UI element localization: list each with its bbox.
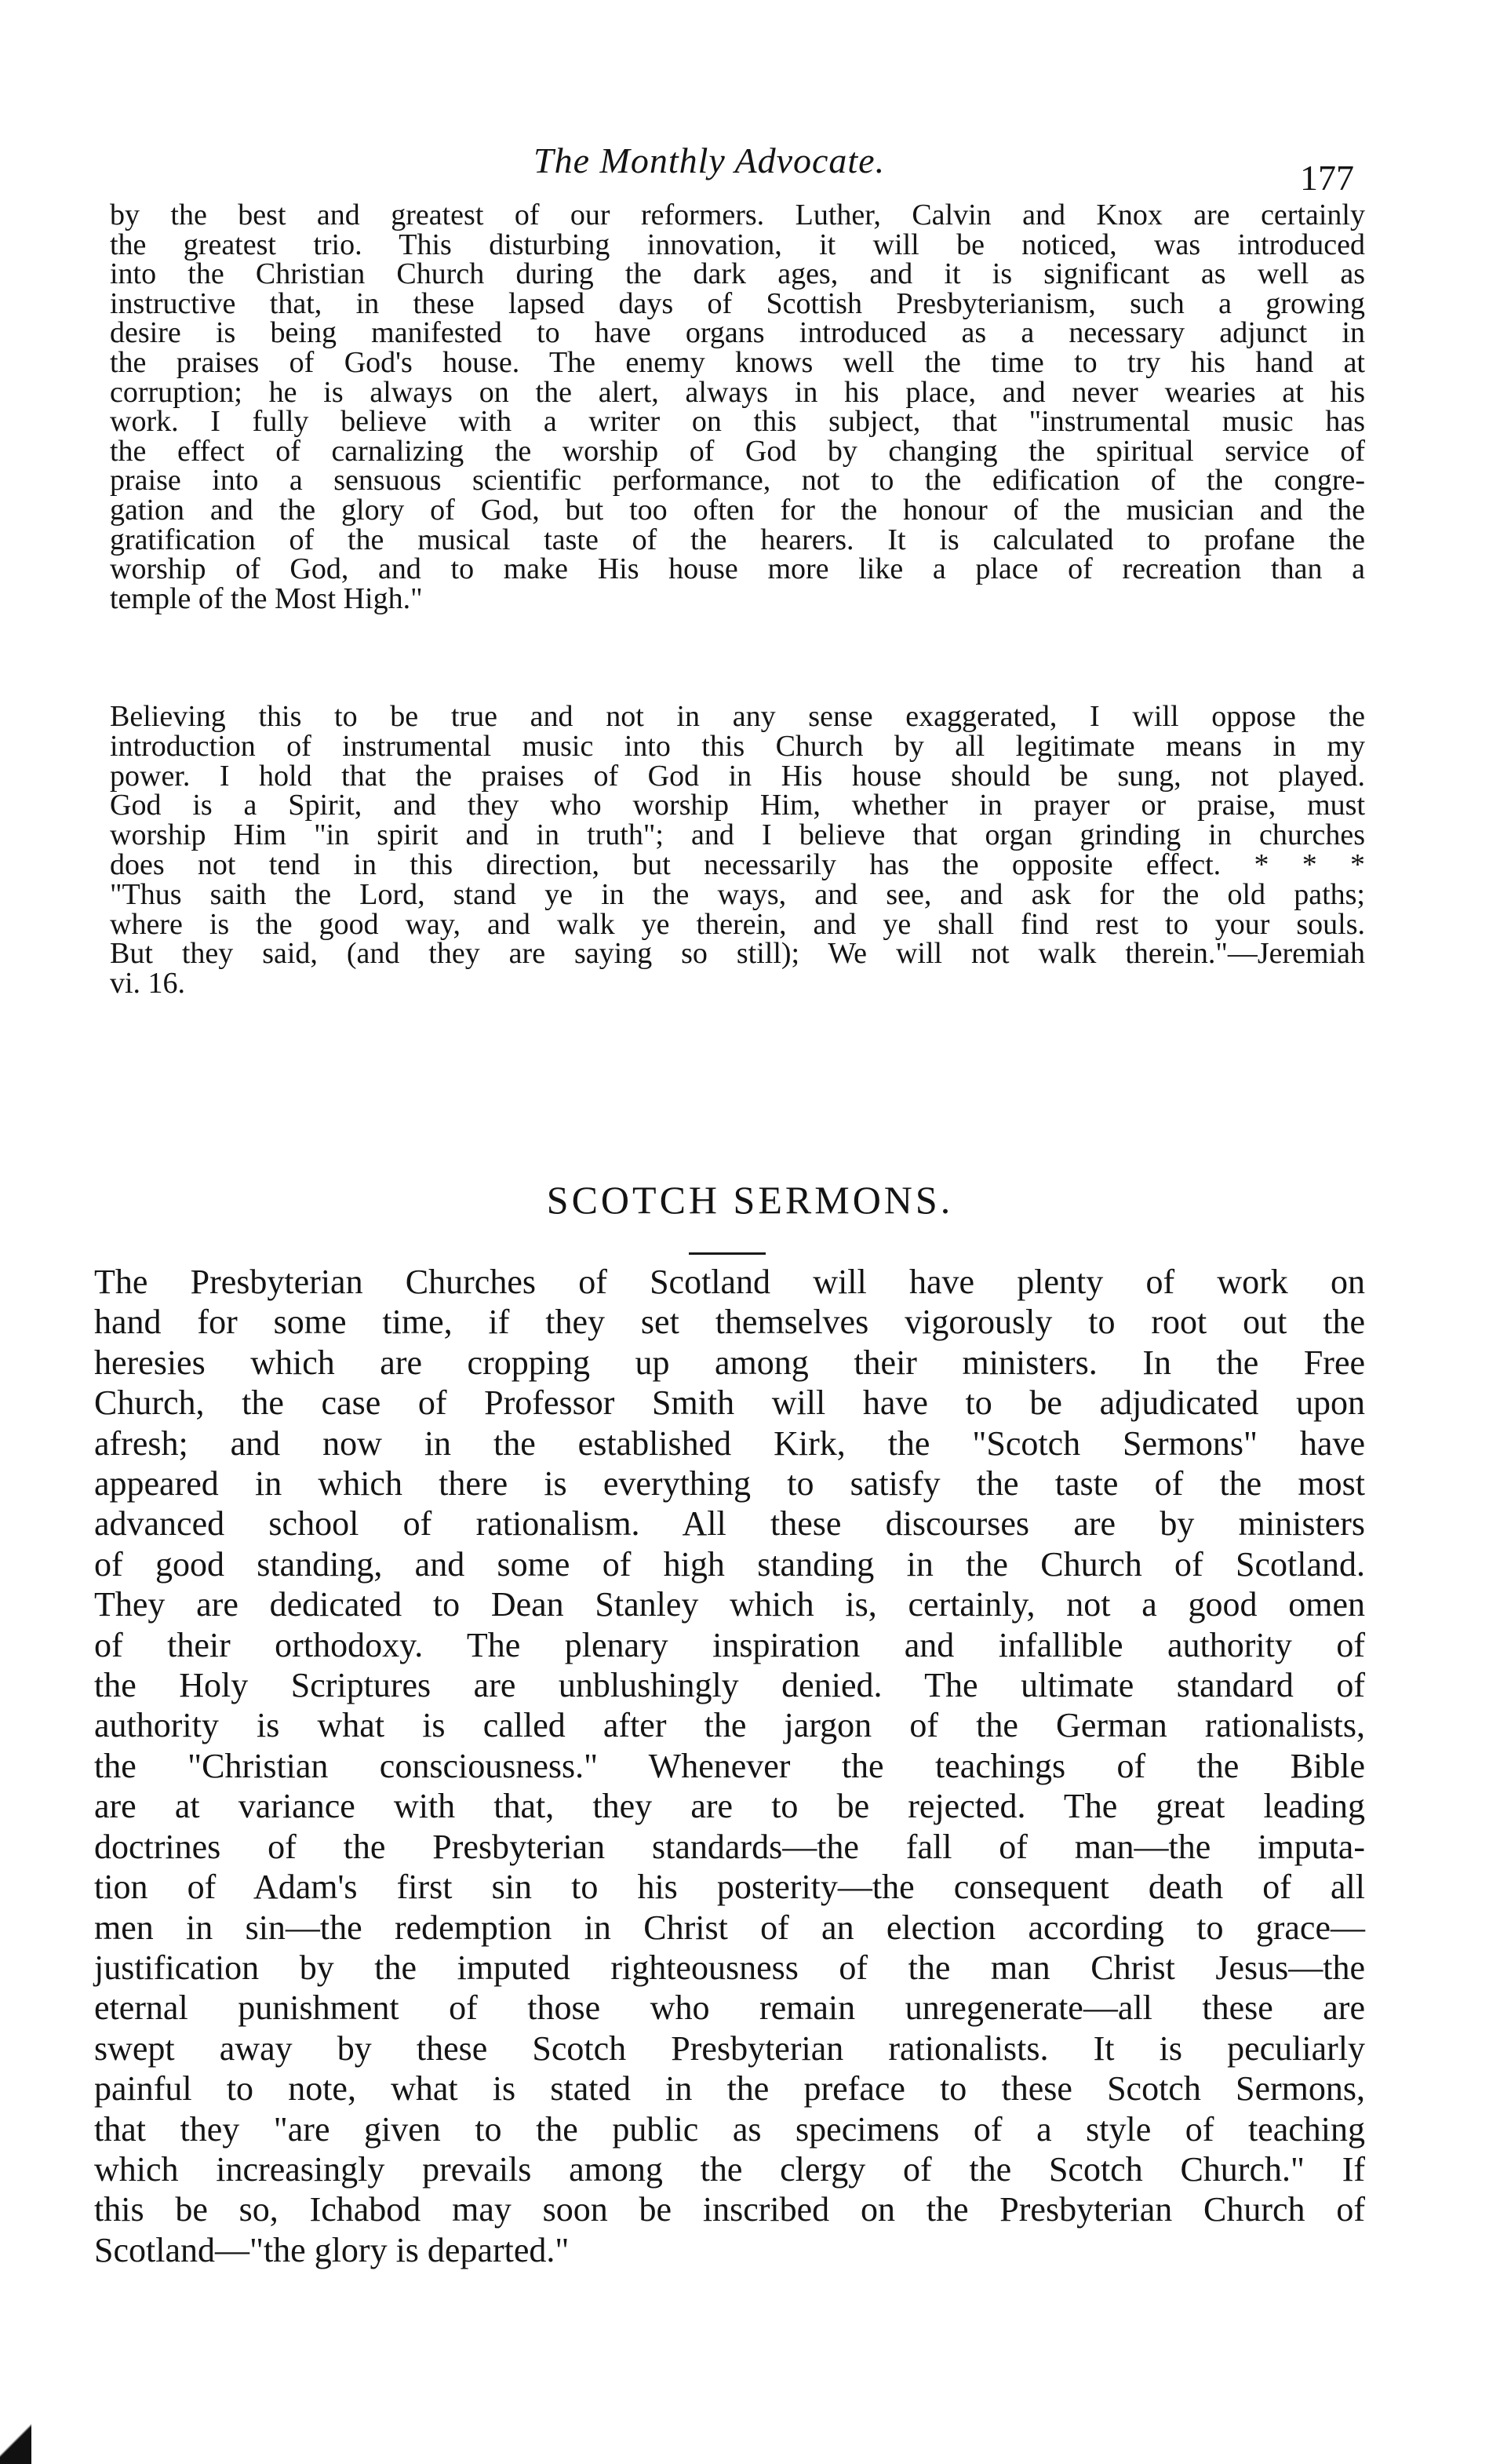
text-line: work. I fully believe with a writer on this subject, that "instrumental music has xyxy=(110,405,1365,439)
text-line: eternal punishment of those who remain unregenerate—all these are xyxy=(94,1988,1365,2028)
text-line: the praises of God's house. The enemy knows well the time to try his hand at xyxy=(110,345,1365,379)
text-line: The Presbyterian Churches of Scotland will have plenty of work on xyxy=(94,1263,1365,1301)
text-line: God is a Spirit, and they who worship Him, whether in prayer or praise, must xyxy=(110,789,1365,822)
text-line: into the Christian Church during the dark ages, and it is significant as well as xyxy=(110,257,1365,291)
article-paragraph-believing xyxy=(110,702,1365,999)
article-paragraph-scotch-sermons xyxy=(94,1262,1365,2270)
running-head-title: The Monthly Advocate. xyxy=(533,140,886,180)
text-line: that they "are given to the public as specimens of a style of teaching xyxy=(94,2109,1365,2149)
text-line: authority is what is called after the jargon of the German rationalists, xyxy=(94,1706,1365,1745)
text-line: by the best and greatest of our reformers. Luther, Calvin and Knox are certainly xyxy=(110,199,1365,231)
page-corner-mark xyxy=(0,2417,31,2464)
text-line: painful to note, what is stated in the preface to these Scotch Sermons, xyxy=(94,2069,1365,2109)
text-line: appeared in which there is everything to satisfy the taste of the most xyxy=(94,1464,1365,1504)
text-line: Believing this to be true and not in any sense exaggerated, I will oppose the xyxy=(110,700,1365,733)
text-line: afresh; and now in the established Kirk, the "Scotch Sermons" have xyxy=(94,1423,1365,1463)
text-line: worship of God, and to make His house more like a place of recreation than a xyxy=(110,552,1365,586)
text-line: the effect of carnalizing the worship of God by changing the spiritual service of xyxy=(110,434,1365,468)
text-line: swept away by these Scotch Presbyterian rationalists. It is peculiarly xyxy=(94,2028,1365,2068)
text-line: "Thus saith the Lord, stand ye in the ways, and see, and ask for the old paths; xyxy=(110,877,1365,911)
text-line: the greatest trio. This disturbing innovation, it will be noticed, was introduced xyxy=(110,228,1365,261)
text-line: worship Him "in spirit and in truth"; and I believe that organ grinding in churches xyxy=(110,818,1365,852)
text-line: this be so, Ichabod may soon be inscribed on the Presbyterian Church of xyxy=(94,2190,1365,2229)
text-line: men in sin—the redemption in Christ of an election according to grace— xyxy=(94,1908,1365,1947)
text-line: are at variance with that, they are to be rejected. The great leading xyxy=(94,1787,1365,1826)
section-title: SCOTCH SERMONS. xyxy=(546,1178,954,1222)
text-line: tion of Adam's first sin to his posterity—the consequent death of all xyxy=(94,1868,1365,1907)
text-line: They are dedicated to Dean Stanley which is, certainly, not a good omen xyxy=(94,1585,1365,1624)
text-line: where is the good way, and walk ye therein, and ye shall find rest to your souls. xyxy=(110,907,1365,941)
text-line: does not tend in this direction, but necessarily has the opposite effect. * * * xyxy=(110,847,1365,881)
text-line: the "Christian consciousness." Whenever the teachings of the Bible xyxy=(94,1746,1365,1785)
text-line: gation and the glory of God, but too often for the honour of the musician and the xyxy=(110,493,1365,527)
text-line: gratification of the musical taste of the hearers. It is calculated to profane the xyxy=(110,523,1365,556)
text-line: vi. 16. xyxy=(110,967,186,1001)
text-line: heresies which are cropping up among their ministers. In the Free xyxy=(94,1343,1365,1382)
text-line: Church, the case of Professor Smith will have to be adjudicated upon xyxy=(94,1383,1365,1423)
text-line: temple of the Most High." xyxy=(110,581,423,615)
text-line: power. I hold that the praises of God in His house should be sung, not played. xyxy=(110,759,1365,793)
text-line: justification by the imputed righteousness of the man Christ Jesus—the xyxy=(94,1948,1365,1987)
text-line: praise into a sensuous scientific performance, not to the edification of the congre- xyxy=(110,464,1365,498)
text-line: desire is being manifested to have organs introduced as a necessary adjunct in xyxy=(110,316,1365,350)
text-line: of good standing, and some of high standing in the Church of Scotland. xyxy=(94,1544,1365,1584)
text-line: Scotland—"the glory is departed." xyxy=(94,2230,570,2269)
text-line: doctrines of the Presbyterian standards—the fall of man—the imputa- xyxy=(94,1827,1365,1866)
text-line: which increasingly prevails among the clergy of the Scotch Church." If xyxy=(94,2149,1365,2189)
text-line: introduction of instrumental music into this Church by all legitimate means in my xyxy=(110,729,1365,763)
text-line: corruption; he is always on the alert, always in his place, and never wearies at his xyxy=(110,375,1365,409)
text-line: hand for some time, if they set themselves vigorously to root out the xyxy=(94,1303,1365,1342)
text-line: But they said, (and they are saying so still); We will not walk therein."—Jeremiah xyxy=(110,937,1365,971)
page-number: 177 xyxy=(1300,158,1354,198)
text-line: the Holy Scriptures are unblushingly denied. The ultimate standard of xyxy=(94,1666,1365,1705)
title-divider xyxy=(689,1252,766,1255)
text-line: advanced school of rationalism. All these discourses are by ministers xyxy=(94,1504,1365,1544)
text-line: of their orthodoxy. The plenary inspiration and infallible authority of xyxy=(94,1625,1365,1664)
text-line: instructive that, in these lapsed days of Scottish Presbyterianism, such a growing xyxy=(110,286,1365,320)
article-paragraph-organs xyxy=(110,201,1365,614)
